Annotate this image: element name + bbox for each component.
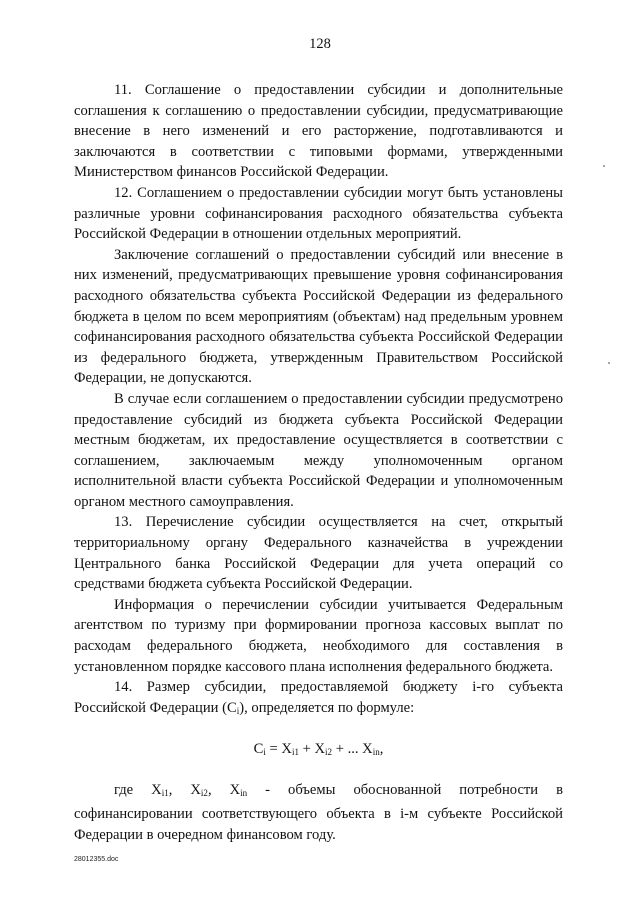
document-body — [74, 80, 563, 845]
paragraph-information: Информация о перечислении субсидии учитывается Федеральным агентством по туризму при формировании прогноза кассовых выплат по расходам федерального бюджета, необходимого для составления в установленном порядке кассового плана исполнения федерального бюджета. — [74, 596, 563, 675]
paragraph-agreement-conclusion: Заключение соглашений о предоставлении субсидий или внесение в них изменений, предусматривающих превышение уровня софинансирования расходного обязательства субъекта Российской Федерации из федерального бюджета в целом по всем мероприятиям (объектам) над предельным уровнем софинансирования расходного обязательства субъекта Российской Федерации из федерального бюджета, утвержденным Правительством Российской Федерации, не допускаются. — [74, 246, 563, 387]
paragraph-11: 11. Соглашение о предоставлении субсидии и дополнительные соглашения к соглашению о предоставлении субсидии, предусматривающие внесение в него изменений и его расторжение, подготавливаются и заключаются в соответствии с типовыми формами, утвержденными Министерством финансов Российской Федерации. — [74, 82, 563, 181]
formula: $C_i = X_{i1} + X_{i2}$ + ... $X_{in}$, — [253, 741, 384, 758]
paragraph-local-budgets: В случае если соглашением о предоставлении субсидии предусмотрено предоставление субсидий из бюджета субъекта Российской Федерации местным бюджетам, их предоставление осуществляется в соответствии с соглашением, заключаемым между уполномоченным органом исполнительной власти субъекта Российской Федерации и уполномоченным органом местного самоуправления. — [74, 390, 563, 510]
scan-speck — [603, 165, 605, 167]
scan-speck — [608, 362, 610, 364]
file-name-footer: 28012355.doc — [74, 856, 119, 863]
paragraph-14: 14. Размер субсидии, предоставляемой бюджету i-го субъекта Российской Федерации $(C_i)$, определяется по формуле: — [74, 679, 563, 716]
paragraph-where: где $X_{i1}$, $X_{i2}$, $X_{in}$ - объемы обоснованной потребности в софинансировании соответствующего объекта в i-м субъекте Российской Федерации в очередном финансовом году. — [74, 782, 564, 843]
paragraph-12: 12. Соглашением о предоставлении субсидии могут быть установлены различные уровни софинансирования расходного обязательства субъекта Российской Федерации в отношении отдельных мероприятий. — [74, 184, 563, 243]
paragraph-13: 13. Перечисление субсидии осуществляется на счет, открытый территориальному органу Федерального казначейства в учреждении Центрального банка Российской Федерации для учета операций со средствами бюджета субъекта Российской Федерации. — [74, 514, 563, 593]
page-number: 128 — [309, 36, 331, 52]
